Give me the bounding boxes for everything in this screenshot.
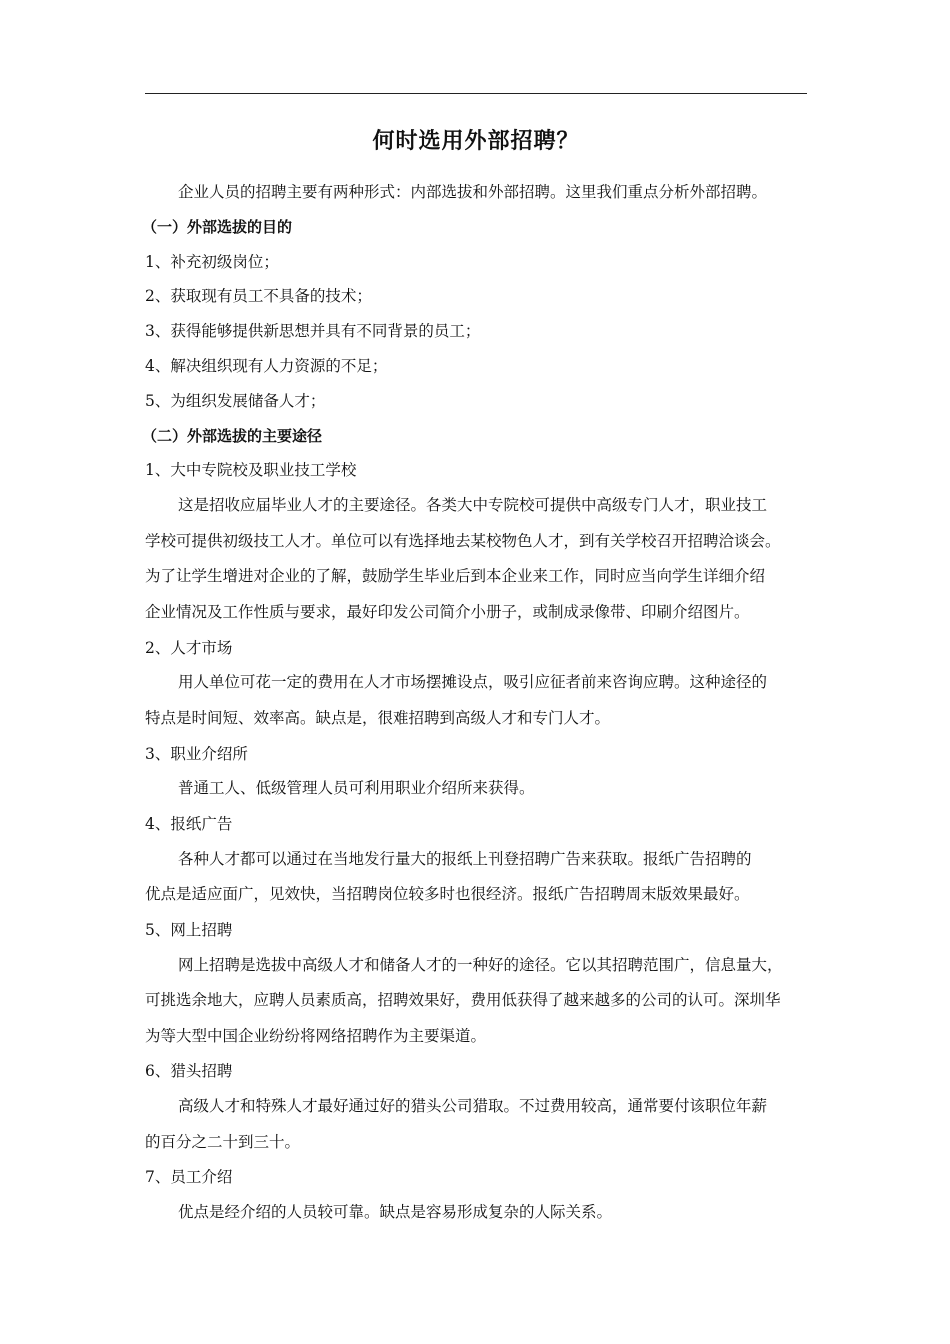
paragraph-line: 为了让学生增进对企业的了解，鼓励学生毕业后到本企业来工作，同时应当向学生详细介绍 — [145, 567, 766, 586]
list-item: 3、获得能够提供新思想并具有不同背景的员工； — [145, 322, 481, 341]
channel-paragraph — [145, 1200, 811, 1236]
paragraph-line: 企业情况及工作性质与要求，最好印发公司简介小册子，或制成录像带、印刷介绍图片。 — [145, 602, 750, 621]
channel-paragraph — [145, 776, 811, 812]
channel-paragraph — [145, 953, 811, 1060]
channel-title: 2、人才市场 — [145, 638, 233, 657]
channel-paragraph — [145, 670, 811, 741]
list-item: 4、解决组织现有人力资源的不足； — [145, 356, 388, 375]
channel-title: 1、大中专院校及职业技工学校 — [145, 461, 357, 480]
section-heading-channels: （二）外部选拔的主要途径 — [142, 426, 323, 445]
list-item: 5、为组织发展储备人才； — [145, 391, 326, 410]
document-title: 何时选用外部招聘？ — [372, 129, 580, 154]
paragraph-line: 学校可提供初级技工人才。单位可以有选择地去某校物色人才，到有关学校召开招聘洽谈会。 — [145, 531, 781, 550]
channel-title: 5、网上招聘 — [145, 920, 233, 939]
list-item: 1、补充初级岗位； — [145, 252, 279, 271]
paragraph-line: 这是招收应届毕业人才的主要途径。各类大中专院校可提供中高级专门人才，职业技工 — [178, 496, 768, 515]
paragraph-line: 的百分之二十到三十。 — [145, 1132, 301, 1151]
list-item: 2、获取现有员工不具备的技术； — [145, 287, 372, 306]
paragraph-line: 网上招聘是选拔中高级人才和储备人才的一种好的途径。它以其招聘范围广，信息量大， — [178, 955, 783, 974]
channel-title: 4、报纸广告 — [145, 814, 233, 833]
paragraph-line: 用人单位可花一定的费用在人才市场摆摊设点，吸引应征者前来咨询应聘。这种途径的 — [178, 673, 768, 692]
paragraph-line: 可挑选余地大，应聘人员素质高，招聘效果好，费用低获得了越来越多的公司的认可。深圳华 — [145, 991, 781, 1010]
paragraph-line: 优点是适应面广，见效快，当招聘岗位较多时也很经济。报纸广告招聘周末版效果最好。 — [145, 885, 750, 904]
paragraph-line: 高级人才和特殊人才最好通过好的猎头公司猎取。不过费用较高，通常要付该职位年薪 — [178, 1097, 768, 1116]
section-heading-purpose: （一）外部选拔的目的 — [142, 217, 293, 236]
paragraph-line: 特点是时间短、效率高。缺点是，很难招聘到高级人才和专门人才。 — [145, 708, 611, 727]
paragraph-line: 普通工人、低级管理人员可利用职业介绍所来获得。 — [178, 779, 535, 798]
document-body — [142, 180, 811, 1236]
channel-title: 7、员工介绍 — [145, 1168, 233, 1187]
header-rule — [145, 93, 807, 94]
channel-title: 6、猎头招聘 — [145, 1062, 233, 1081]
channel-paragraph — [145, 1094, 811, 1165]
paragraph-line: 优点是经介绍的人员较可靠。缺点是容易形成复杂的人际关系。 — [178, 1203, 613, 1222]
channel-title: 3、职业介绍所 — [145, 744, 248, 763]
channel-paragraph — [145, 493, 811, 635]
paragraph-line: 各种人才都可以通过在当地发行量大的报纸上刊登招聘广告来获取。报纸广告招聘的 — [178, 849, 752, 868]
channel-paragraph — [145, 847, 811, 918]
paragraph-line: 为等大型中国企业纷纷将网络招聘作为主要渠道。 — [145, 1026, 487, 1045]
intro-paragraph: 企业人员的招聘主要有两种形式：内部选拔和外部招聘。这里我们重点分析外部招聘。 — [178, 183, 768, 201]
